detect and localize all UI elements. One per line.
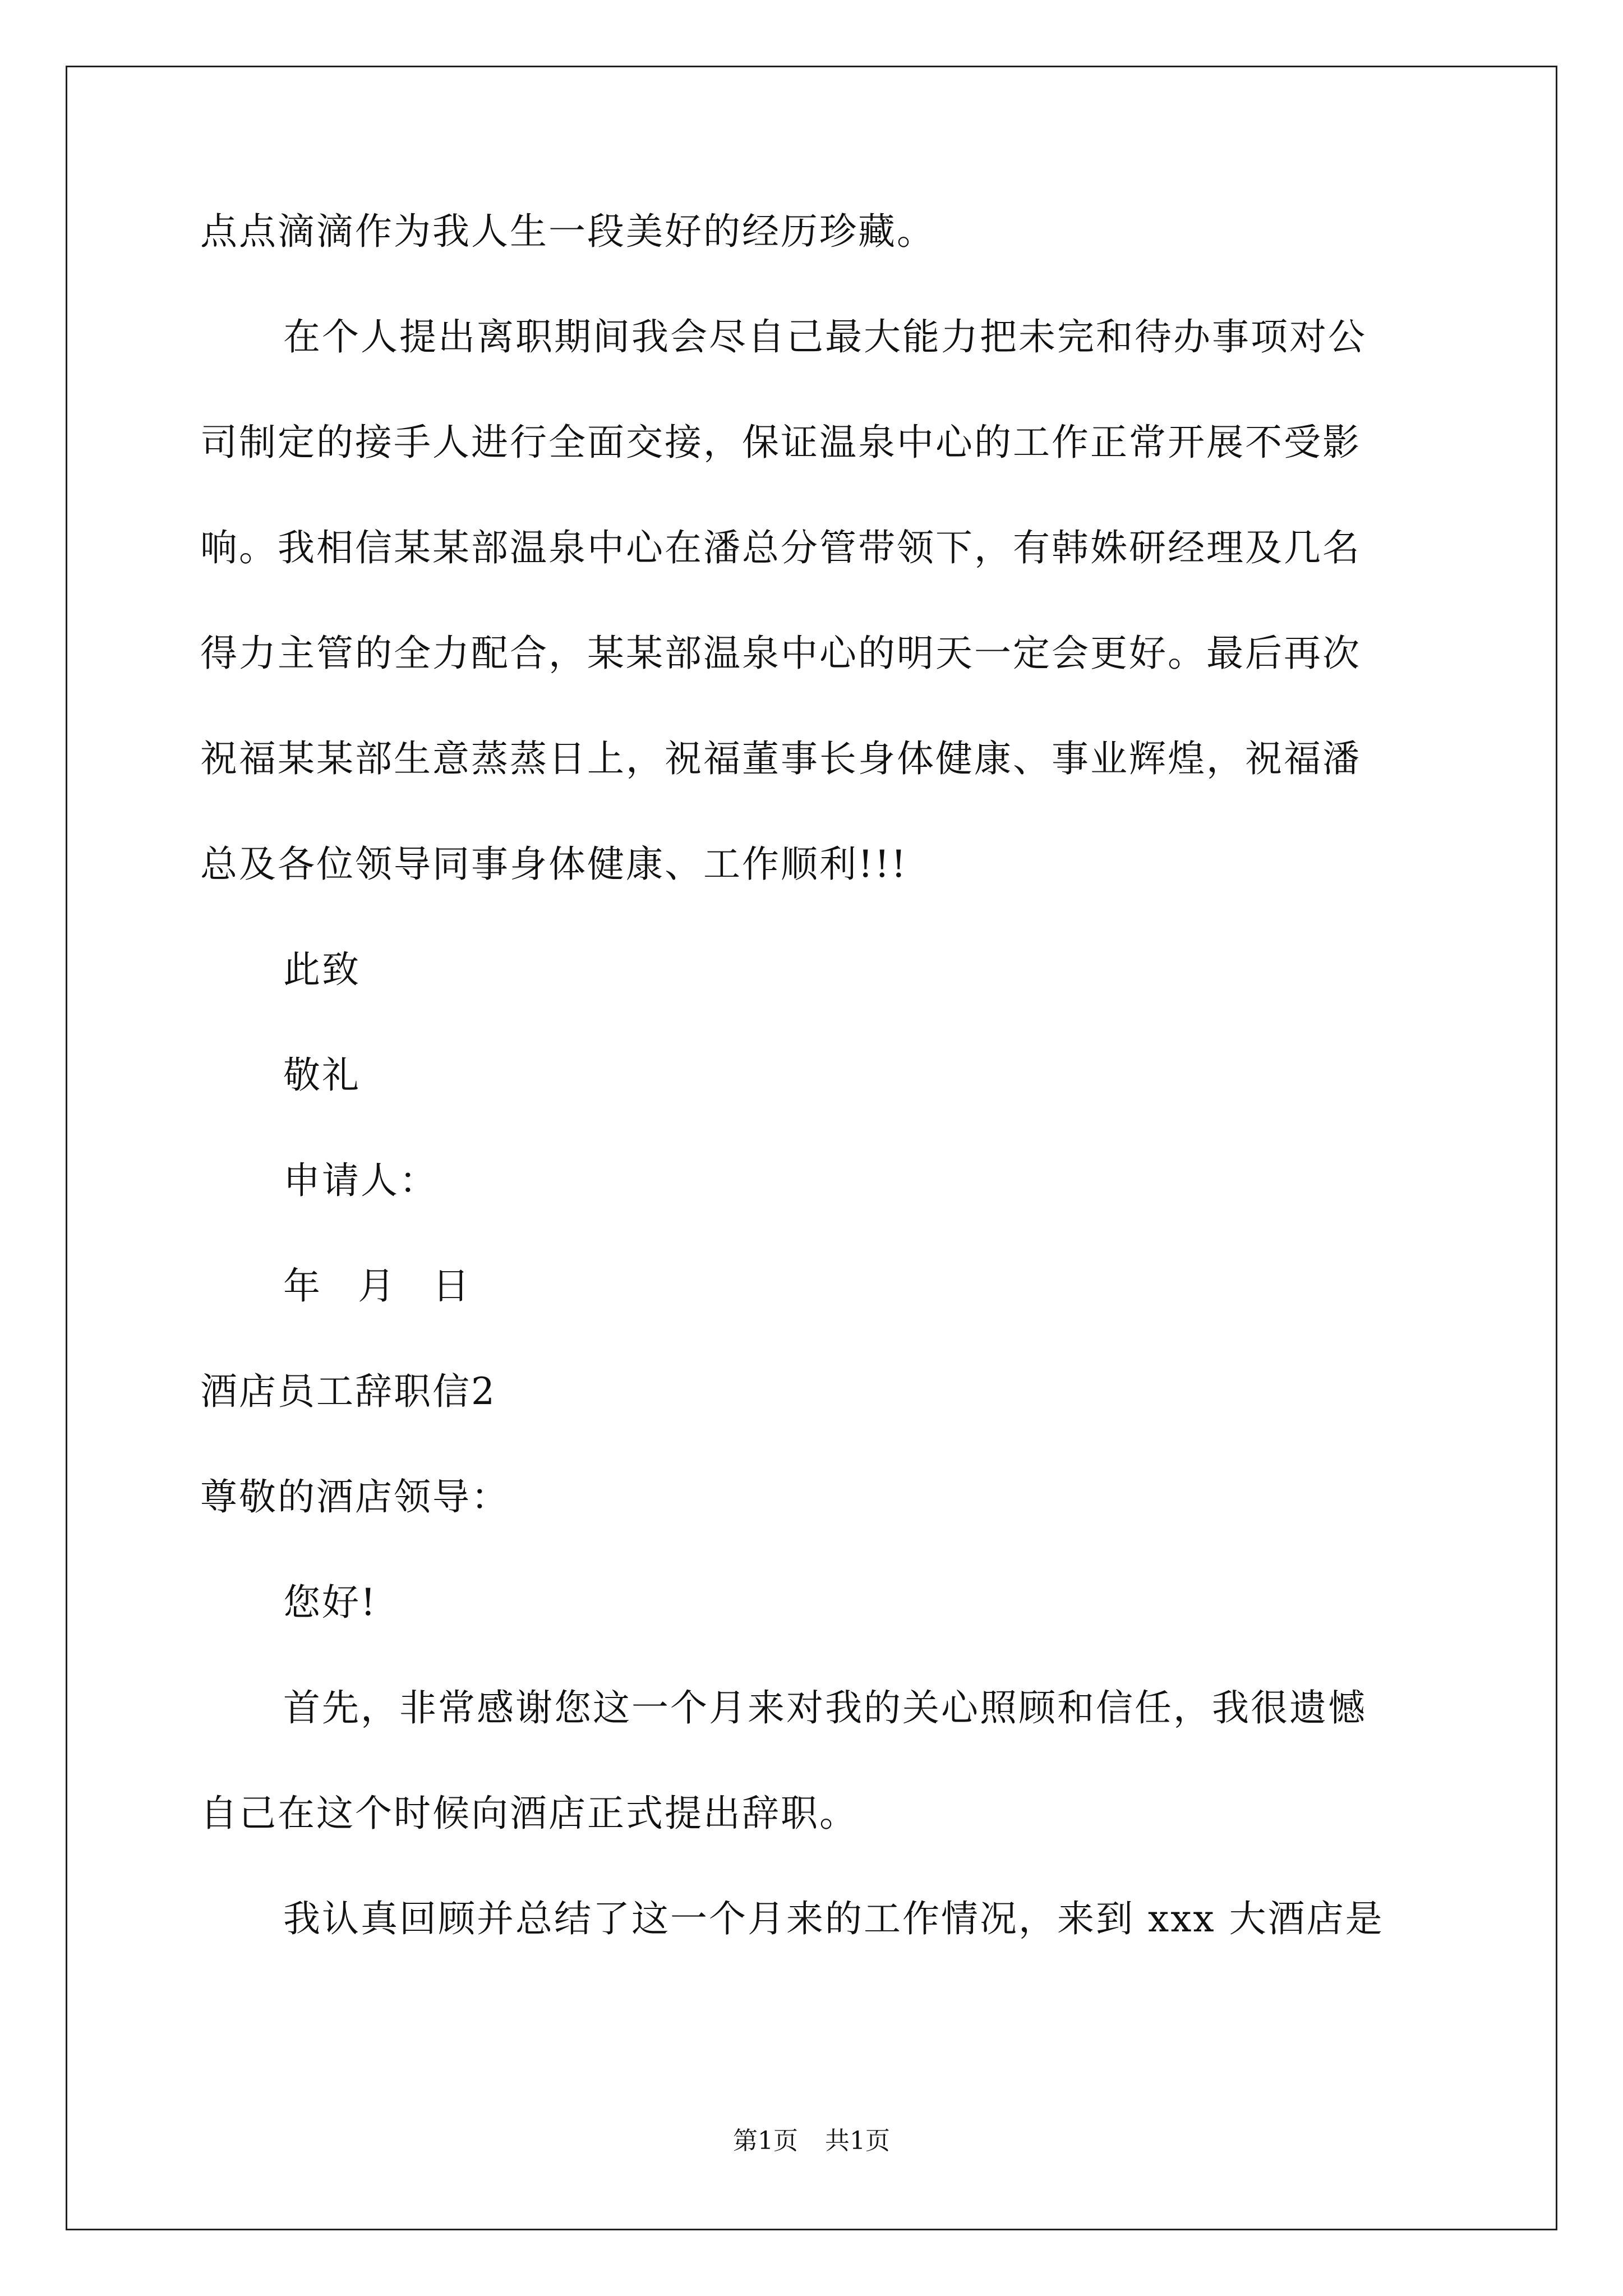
- applicant-label: 申请人：: [283, 1159, 438, 1202]
- text-line: 得力主管的全力配合，某某部温泉中心的明天一定会更好。最后再次: [200, 632, 1361, 675]
- text-line: 司制定的接手人进行全面交接，保证温泉中心的工作正常开展不受影: [200, 421, 1361, 464]
- text-line: 自己在这个时候向酒店正式提出辞职。: [200, 1792, 858, 1835]
- text-line: 点点滴滴作为我人生一段美好的经历珍藏。: [200, 210, 935, 253]
- text-line: 首先，非常感谢您这一个月来对我的关心照顾和信任，我很遗憾: [283, 1686, 1367, 1729]
- date-line: [200, 1264, 1434, 1308]
- text-line: 祝福某某部生意蒸蒸日上，祝福董事长身体健康、事业辉煌，祝福潘: [200, 737, 1361, 780]
- letter-greeting: 尊敬的酒店领导：: [200, 1475, 510, 1519]
- letter-title: 酒店员工辞职信2: [200, 1370, 496, 1413]
- date-month: 月: [358, 1264, 396, 1308]
- closing-regards: 敬礼: [283, 1053, 361, 1097]
- text-line: 总及各位领导同事身体健康、工作顺利!!!: [200, 843, 908, 886]
- date-year: 年: [283, 1264, 322, 1308]
- text-line: 我认真回顾并总结了这一个月来的工作情况，来到 xxx 大酒店是: [283, 1897, 1384, 1940]
- page-footer: [0, 2129, 1623, 2154]
- closing-salutation: 此致: [283, 948, 361, 991]
- page-number: 第1页: [733, 2127, 798, 2155]
- text-line: 您好!: [283, 1581, 377, 1624]
- date-day: 日: [432, 1264, 471, 1308]
- page-total: 共1页: [825, 2127, 890, 2155]
- text-line: 响。我相信某某部温泉中心在潘总分管带领下，有韩姝研经理及几名: [200, 526, 1361, 569]
- document-body: [200, 210, 1434, 2006]
- text-line: 在个人提出离职期间我会尽自己最大能力把未完和待办事项对公: [283, 315, 1367, 358]
